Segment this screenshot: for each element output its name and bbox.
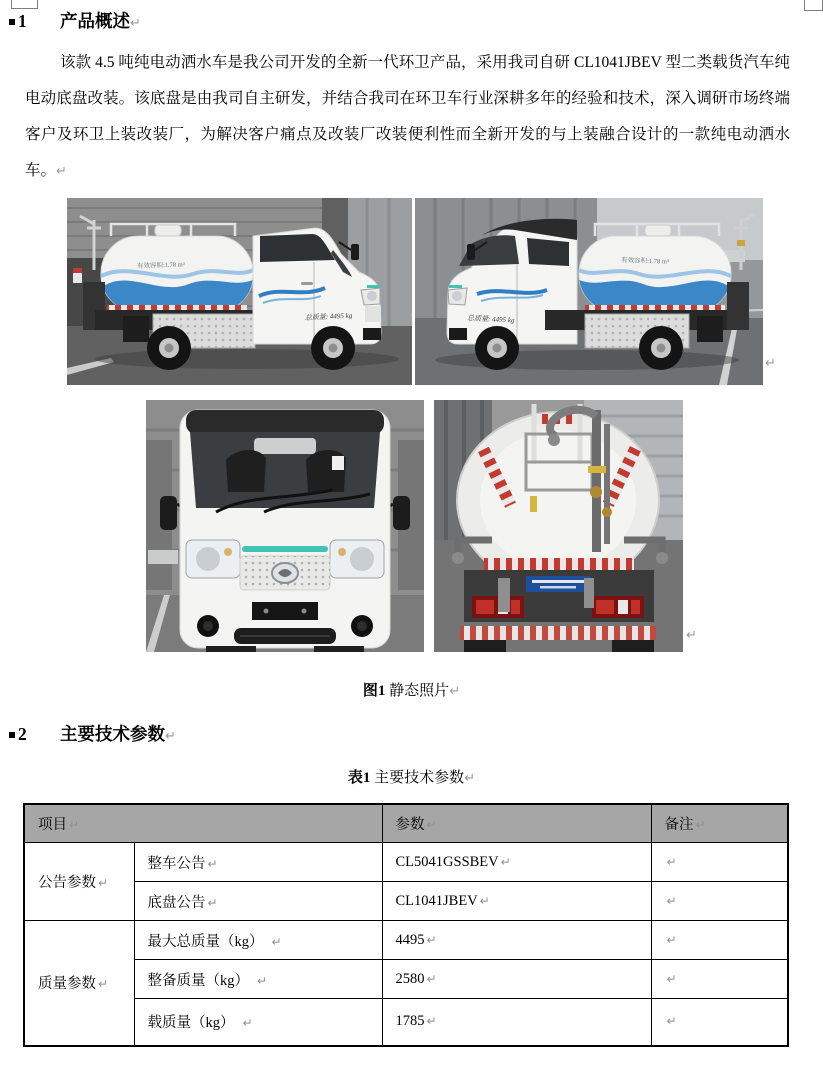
door-mass-label: 总质量: 4495 kg [304, 311, 353, 322]
cell-end-mark-icon: ↵ [426, 932, 437, 947]
cell-end-mark-icon: ↵ [479, 893, 490, 908]
section-1-title: 产品概述 [60, 11, 130, 31]
header-cell-item: 项目 ↵ [24, 804, 382, 843]
section-2-heading [9, 721, 176, 746]
item-cell: 整备质量（kg） ↵ [134, 960, 382, 999]
item-cell: 底盘公告 ↵ [134, 882, 382, 921]
cell-end-mark-icon: ↵ [207, 856, 218, 871]
cell-end-mark-icon: ↵ [271, 934, 282, 949]
cell-end-mark-icon: ↵ [242, 1016, 253, 1031]
value-cell: 2580 ↵ [382, 960, 651, 999]
cell-end-mark-icon: ↵ [666, 932, 677, 947]
section-2-title: 主要技术参数 [60, 724, 165, 744]
paragraph-mark-icon: ↵ [130, 16, 141, 31]
paragraph-mark-icon: ↵ [765, 356, 776, 371]
note-cell [651, 999, 788, 1046]
spec-table [23, 803, 789, 1047]
figure1-front-rear-photos [146, 400, 683, 652]
section-1-number: 1 [18, 11, 27, 31]
value-cell: CL1041JBEV ↵ [382, 882, 651, 921]
tank-volume-label: 有效容积:1.78 m³ [136, 261, 185, 270]
cell-end-mark-icon: ↵ [426, 818, 437, 832]
page-edge-artifact-right [804, 0, 823, 11]
paragraph-mark-icon: ↵ [464, 771, 476, 786]
value-cell: 4495 ↵ [382, 921, 651, 960]
table1-caption-text: 主要技术参数 [374, 770, 465, 786]
group-cell-announcement: 公告参数 ↵ [24, 843, 134, 921]
note-cell [651, 921, 788, 960]
table-row [24, 960, 788, 999]
figure1-caption-label: 图1 [362, 683, 386, 699]
table-row [24, 999, 788, 1046]
cell-end-mark-icon: ↵ [207, 895, 218, 910]
intro-paragraph [25, 45, 790, 190]
figure1-caption [0, 679, 823, 700]
cell-end-mark-icon: ↵ [69, 818, 80, 832]
table-row [24, 882, 788, 921]
cell-end-mark-icon: ↵ [426, 1014, 437, 1029]
cell-end-mark-icon: ↵ [695, 818, 706, 832]
figure1-side-photos [67, 198, 763, 385]
cell-end-mark-icon: ↵ [257, 973, 268, 988]
cell-end-mark-icon: ↵ [98, 977, 109, 992]
tank-volume-label: 有效容积:1.78 m³ [620, 257, 669, 266]
truck-rear-body [460, 558, 656, 652]
section-1-heading [9, 8, 141, 33]
cell-end-mark-icon: ↵ [426, 971, 437, 986]
table1-caption [0, 766, 823, 787]
intro-paragraph-text: 该款 4.5 吨纯电动洒水车是我公司开发的全新一代环卫产品，采用我司自研 CL1041JBEV 型二类载货汽车纯电动底盘改装。该底盘是由我司自主研发，并结合我司在环卫车行业深耕多年的经验和技术，深入调研市场终端客户及环卫上装改装厂，为解决客户痛点及改装厂改装便利性而全新开发的与上装融合设计的一款纯电动洒水车。 [25, 54, 790, 179]
cell-end-mark-icon: ↵ [500, 854, 511, 869]
section-2-number: 2 [18, 724, 27, 744]
photo-truck-right-side-view [415, 198, 763, 385]
paragraph-mark-icon: ↵ [165, 729, 176, 744]
header-cell-note: 备注 ↵ [651, 804, 788, 843]
table1-caption-label: 表1 [347, 770, 371, 786]
paragraph-mark-icon: ↵ [56, 164, 67, 179]
item-cell: 整车公告 ↵ [134, 843, 382, 882]
note-cell [651, 960, 788, 999]
value-cell: CL5041GSSBEV ↵ [382, 843, 651, 882]
heading-bullet-square-icon [9, 19, 15, 25]
door-mass-label: 总质量: 4495 kg [466, 314, 515, 325]
note-cell [651, 882, 788, 921]
cell-end-mark-icon: ↵ [666, 971, 677, 986]
cell-end-mark-icon: ↵ [666, 1014, 677, 1029]
photo-truck-front-view [146, 400, 424, 652]
table-row [24, 843, 788, 882]
paragraph-mark-icon: ↵ [686, 628, 697, 643]
cell-end-mark-icon: ↵ [666, 854, 677, 869]
heading-bullet-square-icon [9, 732, 15, 738]
cell-end-mark-icon: ↵ [98, 876, 109, 890]
paragraph-mark-icon: ↵ [449, 684, 461, 699]
photo-truck-left-side-view [67, 198, 412, 385]
table-row [24, 921, 788, 960]
group-cell-mass: 质量参数 ↵ [24, 921, 134, 1046]
item-cell: 最大总质量（kg） ↵ [134, 921, 382, 960]
cell-end-mark-icon: ↵ [666, 893, 677, 908]
truck-front [160, 410, 410, 652]
table-header-row [24, 804, 788, 843]
item-cell: 载质量（kg） ↵ [134, 999, 382, 1046]
photo-truck-rear-view [434, 400, 683, 652]
value-cell: 1785 ↵ [382, 999, 651, 1046]
header-cell-parameter: 参数 ↵ [382, 804, 651, 843]
note-cell [651, 843, 788, 882]
figure1-caption-text: 静态照片 [389, 683, 450, 699]
